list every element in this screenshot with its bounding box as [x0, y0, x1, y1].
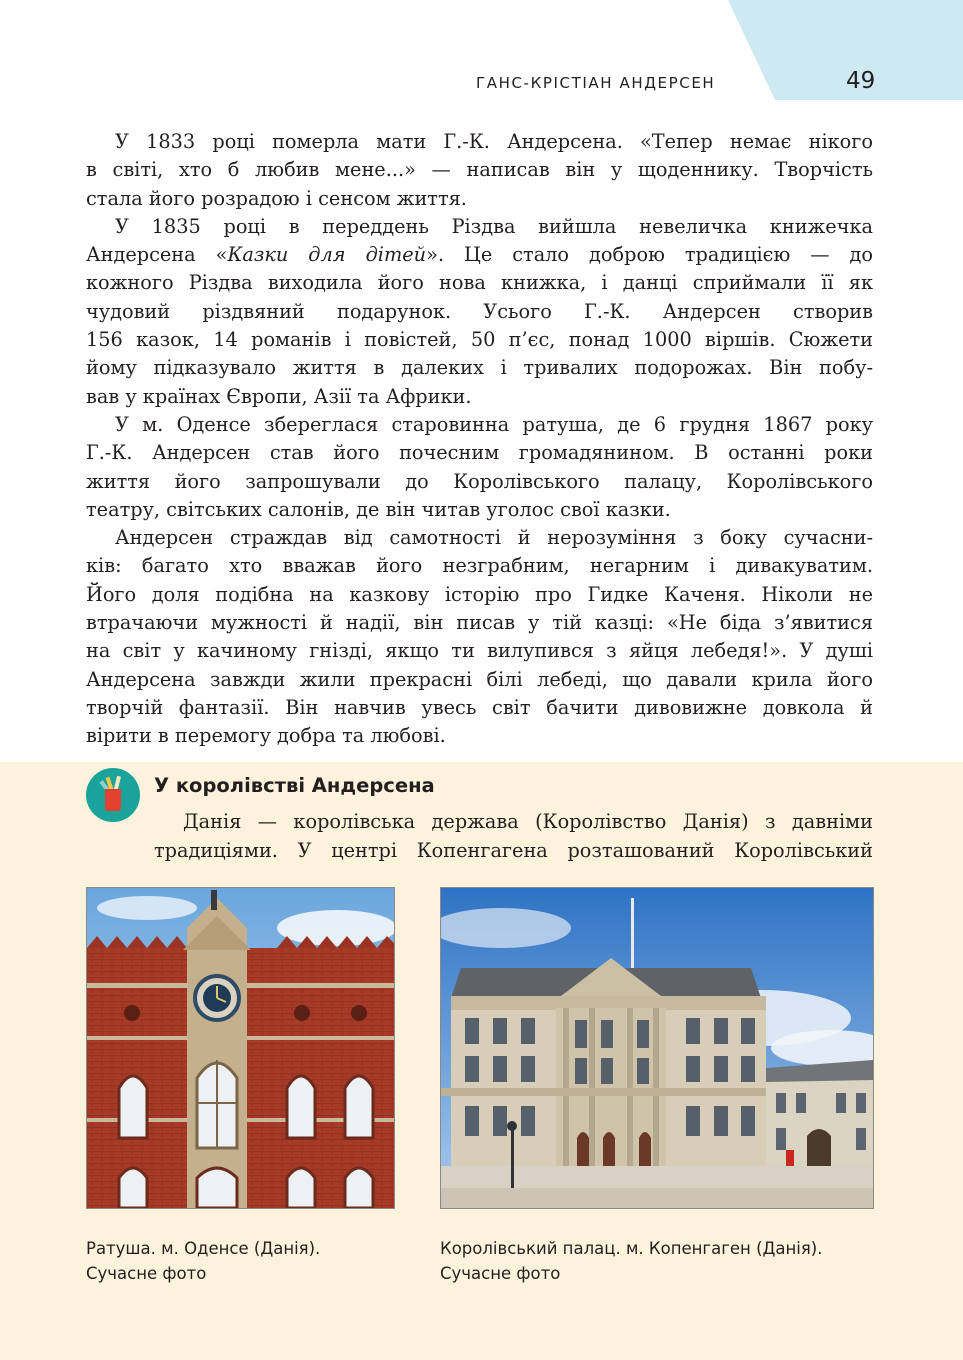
- text-line: У м. Оденсе збереглася старовинна ратуша, де 6 грудня 1867 року: [115, 412, 873, 436]
- text-line: життя його запрошували до Королівського палацу, Королівського: [86, 469, 873, 493]
- text-line: Андерсена завжди жили прекрасні білі лебеді, що давали крила його: [86, 667, 873, 691]
- text-line: Андерсен страждав від самотності й нерозуміння з боку сучасни-: [115, 526, 873, 550]
- text-line: У 1835 році в переддень Різдва вийшла невеличка книжечка: [115, 214, 873, 238]
- text-line: Г.-К. Андерсен став його почесним громадянином. В останні роки: [86, 441, 873, 465]
- text-fragment: ». Це стало доброю традицією — до: [426, 243, 874, 267]
- town-hall-photo: [86, 887, 395, 1209]
- text-line: У 1833 році померла мати Г.-К. Андерсена. «Тепер немає нікого: [115, 130, 873, 153]
- text-line: вав у країнах Європи, Азії та Африки.: [86, 384, 472, 408]
- text-line: кожного Різдва виходила його нова книжка, і данці сприймали її як: [86, 271, 873, 295]
- royal-palace-photo: [440, 887, 874, 1209]
- town-hall-caption: [86, 1236, 320, 1286]
- text-line: 156 казок, 14 романів і повістей, 50 п’єс, понад 1000 віршів. Сюжети: [86, 328, 873, 352]
- royal-palace-caption: [440, 1236, 823, 1286]
- running-head: ГАНС-КРІСТІАН АНДЕРСЕН: [476, 74, 716, 92]
- caption-line: Ратуша. м. Оденсе (Данія).: [86, 1239, 321, 1258]
- text-fragment: Андерсена «: [86, 243, 228, 267]
- text-line: вірити в перемогу добра та любові.: [86, 724, 446, 748]
- caption-line: Сучасне фото: [440, 1264, 561, 1283]
- text-line: театру, світських салонів, де він читав уголос свої казки.: [86, 497, 671, 521]
- text-line: ків: багато хто вважав його незграбним, негарним і дивакуватим.: [86, 554, 873, 578]
- pencil-cup-icon: [86, 768, 140, 822]
- text-line: Данія — королівська держава (Королівство Данія) з давніми: [183, 810, 873, 833]
- text-line: йому підказувало життя в далеких і тривалих подорожах. Він побу-: [86, 356, 873, 380]
- caption-line: Сучасне фото: [86, 1264, 207, 1283]
- section-text: [154, 807, 873, 865]
- text-line: чудовий різдвяний подарунок. Усього Г.-К. Андерсен створив: [86, 299, 873, 323]
- text-line: втрачаючи мужності й надії, він писав у тій казці: «Не біда з’явитися: [86, 611, 873, 635]
- text-line: на світ у качиному гнізді, якщо ти вилупився з яйця лебедя!». У душі: [86, 639, 873, 663]
- text-line: традиціями. У центрі Копенгагена розташований Королівський: [154, 839, 873, 862]
- text-line: стала його розрадою і сенсом життя.: [86, 186, 467, 210]
- main-text: [86, 128, 873, 751]
- text-line: Його доля подібна на казкову історію про Гидке Каченя. Ніколи не: [86, 582, 873, 606]
- text-line: [86, 241, 873, 269]
- text-line: в світі, хто б любив мене...» — написав він у щоденнику. Творчість: [86, 158, 873, 182]
- book-title: Казки для дітей: [227, 243, 427, 267]
- section-title: У королівстві Андерсена: [154, 774, 435, 797]
- caption-line: Королівський палац. м. Копенгаген (Данія).: [440, 1239, 823, 1258]
- page-number: 49: [846, 68, 876, 94]
- text-line: творчій фантазії. Він навчив увесь світ бачити дивовижне довкола й: [86, 695, 873, 719]
